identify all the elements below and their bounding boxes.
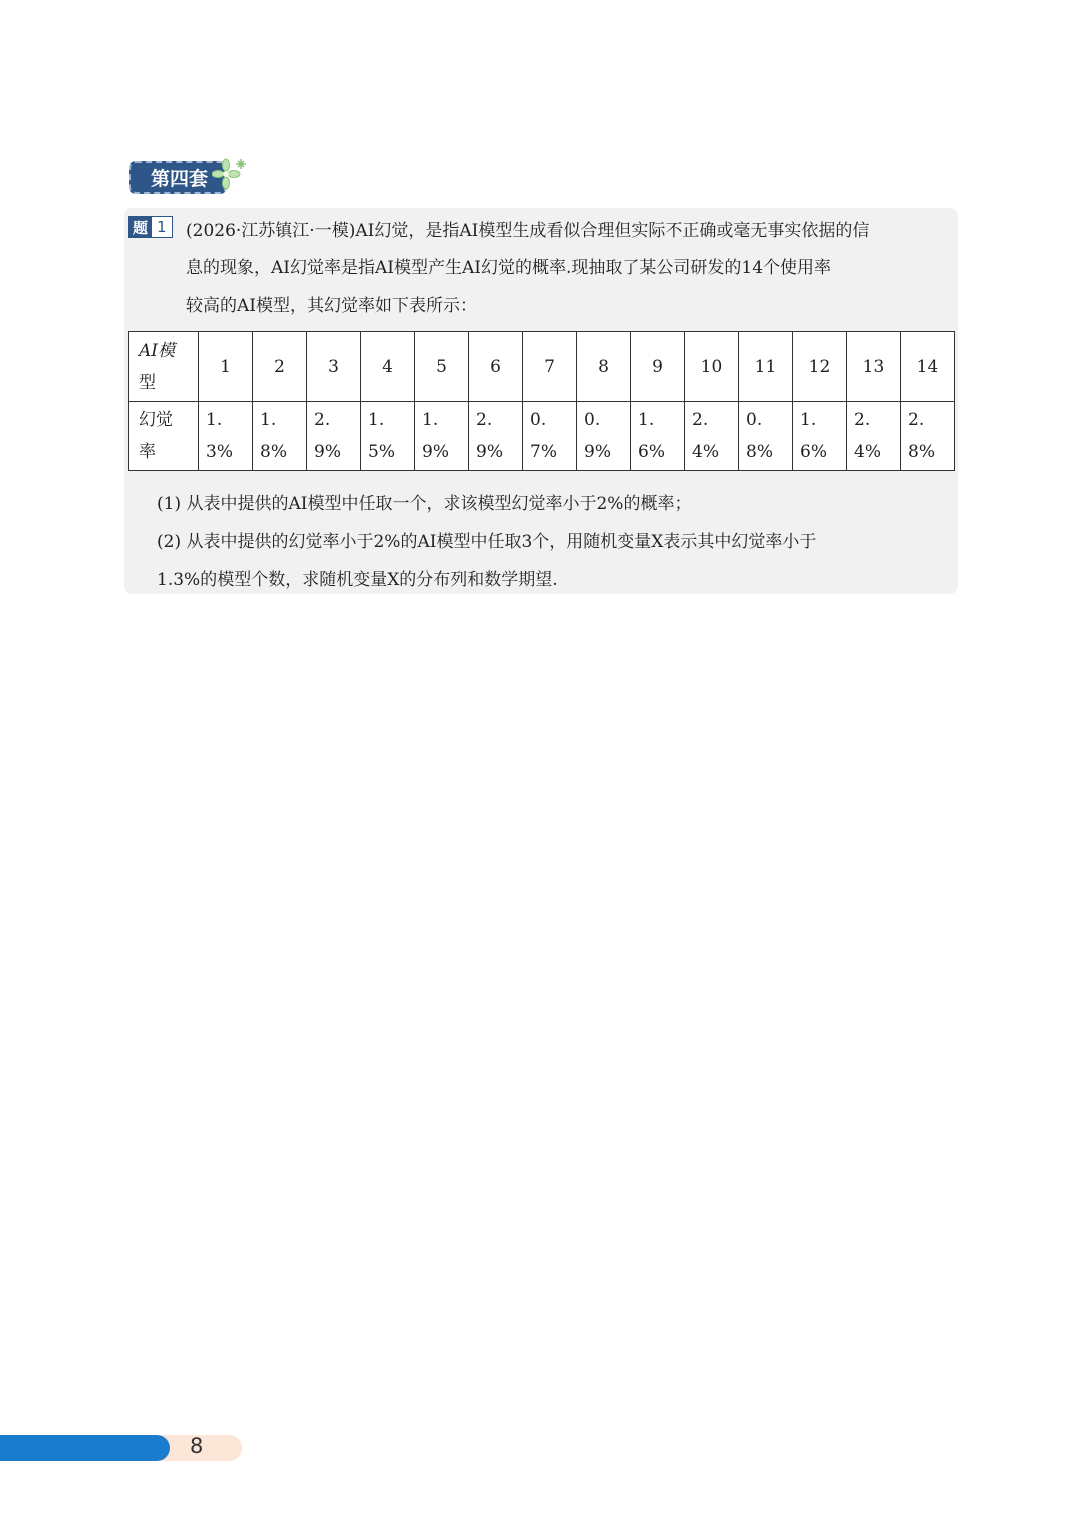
- table-header-model: [129, 332, 199, 402]
- question-stem-line-3: 较高的AI模型，其幻觉率如下表所示：: [186, 296, 477, 316]
- table-cell-model: 3: [307, 332, 361, 402]
- sub-question-2-line-1: (2) 从表中提供的幻觉率小于2%的AI模型中任取3个，用随机变量X表示其中幻觉率小于: [157, 532, 817, 552]
- table-cell-rate: [199, 402, 253, 471]
- set-label: 第四套: [151, 168, 209, 190]
- table-cell-model: 4: [361, 332, 415, 402]
- rate-line1: 2.: [692, 410, 709, 430]
- page-number: 8: [190, 1434, 204, 1458]
- rate-line2: 5%: [368, 442, 395, 462]
- rate-line1: 0.: [584, 410, 601, 430]
- rate-line1: 1.: [206, 410, 223, 430]
- table-cell-model: 8: [577, 332, 631, 402]
- header-model-line2: 型: [139, 372, 156, 393]
- table-cell-rate: [901, 402, 955, 471]
- rate-line1: 2.: [476, 410, 493, 430]
- rate-line2: 6%: [800, 442, 827, 462]
- rate-line1: 0.: [746, 410, 763, 430]
- table-cell-model: 14: [901, 332, 955, 402]
- table-cell-rate: [523, 402, 577, 471]
- question-stem-line-2: 息的现象，AI幻觉率是指AI模型产生AI幻觉的概率.现抽取了某公司研发的14个使用率: [186, 258, 832, 278]
- table-cell-model: 12: [793, 332, 847, 402]
- sub-question-2-line-2: 1.3%的模型个数，求随机变量X的分布列和数学期望.: [157, 570, 558, 590]
- rate-line1: 2.: [908, 410, 925, 430]
- flower-icon: [212, 157, 250, 195]
- rate-line2: 9%: [422, 442, 449, 462]
- table-cell-rate: [307, 402, 361, 471]
- rate-line1: 2.: [314, 410, 331, 430]
- rate-line2: 8%: [746, 442, 773, 462]
- table-cell-model: 6: [469, 332, 523, 402]
- rate-line1: 0.: [530, 410, 547, 430]
- rate-line2: 8%: [260, 442, 287, 462]
- hallucination-table: [128, 331, 954, 471]
- header-rate-line2: 率: [139, 442, 156, 462]
- rate-line2: 9%: [314, 442, 341, 462]
- table-cell-model: 7: [523, 332, 577, 402]
- sub-question-1: (1) 从表中提供的AI模型中任取一个，求该模型幻觉率小于2%的概率；: [157, 494, 692, 514]
- table-header-rate: [129, 402, 199, 471]
- rate-line2: 3%: [206, 442, 233, 462]
- table-cell-rate: [631, 402, 685, 471]
- rate-line2: 8%: [908, 442, 935, 462]
- question-tag-word: 题: [129, 217, 152, 237]
- question-tag: [128, 216, 173, 238]
- table-cell-rate: [685, 402, 739, 471]
- page-footer-bar: [0, 1435, 170, 1461]
- rate-line2: 9%: [584, 442, 611, 462]
- table-cell-model: 13: [847, 332, 901, 402]
- header-model-line1: AI模: [139, 340, 175, 361]
- rate-line2: 7%: [530, 442, 557, 462]
- rate-line2: 6%: [638, 442, 665, 462]
- rate-line1: 1.: [638, 410, 655, 430]
- table-cell-rate: [847, 402, 901, 471]
- rate-line1: 2.: [854, 410, 871, 430]
- table-cell-rate: [361, 402, 415, 471]
- table-cell-model: 1: [199, 332, 253, 402]
- table-cell-rate: [469, 402, 523, 471]
- table-cell-rate: [253, 402, 307, 471]
- rate-line2: 9%: [476, 442, 503, 462]
- rate-line2: 4%: [854, 442, 881, 462]
- table-cell-rate: [793, 402, 847, 471]
- table-cell-rate: [739, 402, 793, 471]
- table-row-model: [129, 332, 955, 402]
- rate-line1: 1.: [422, 410, 439, 430]
- table-cell-model: 11: [739, 332, 793, 402]
- rate-line1: 1.: [800, 410, 817, 430]
- rate-line2: 4%: [692, 442, 719, 462]
- table-cell-model: 2: [253, 332, 307, 402]
- table-cell-model: 5: [415, 332, 469, 402]
- table-cell-model: 10: [685, 332, 739, 402]
- question-stem-line-1: (2026·江苏镇江·一模)AI幻觉，是指AI模型生成看似合理但实际不正确或毫无事实依据的信: [186, 221, 870, 241]
- rate-line1: 1.: [260, 410, 277, 430]
- header-rate-line1: 幻觉: [139, 410, 173, 430]
- table-cell-rate: [415, 402, 469, 471]
- table-cell-model: 9: [631, 332, 685, 402]
- question-tag-number: 1: [152, 217, 172, 237]
- table-cell-rate: [577, 402, 631, 471]
- table-row-rate: [129, 402, 955, 471]
- rate-line1: 1.: [368, 410, 385, 430]
